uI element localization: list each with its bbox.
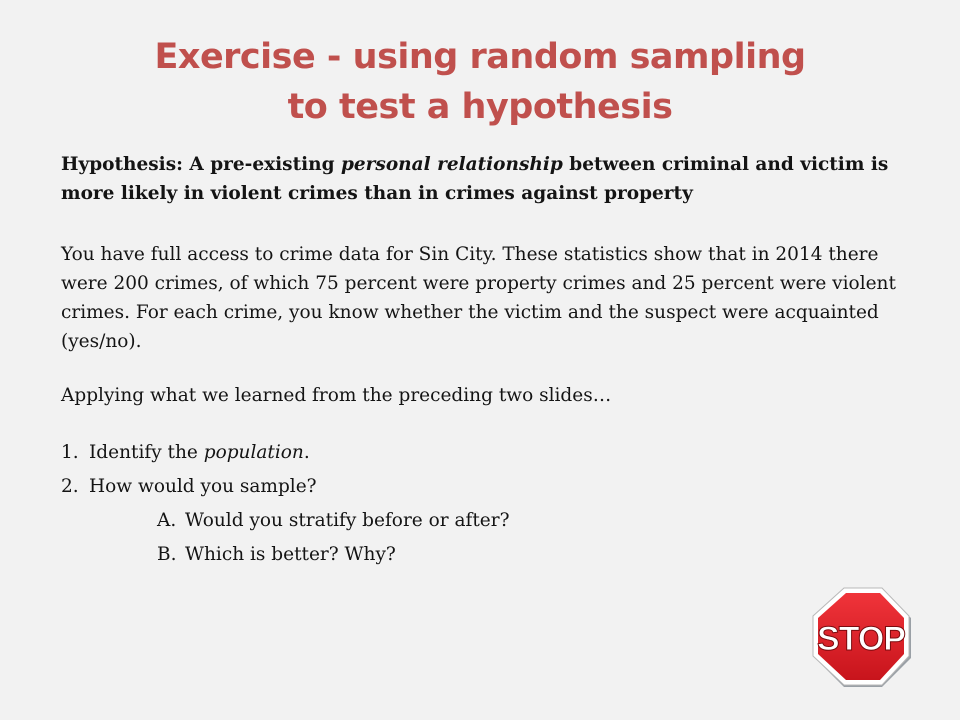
crime-data-paragraph: You have full access to crime data for Sin City. These statistics show that in 2014 there were 200 crimes, of which 75 percent were property crimes and 25 percent were violent crimes. For each crime, you know whether the victim and the suspect were acquainted (yes/no). (61, 244, 896, 352)
stop-sign-text: STOP (817, 620, 905, 658)
list-item-text: How would you sample? (89, 476, 317, 497)
question-list (61, 436, 921, 572)
hypothesis-prefix: Hypothesis: A pre-existing (61, 154, 341, 175)
sublist-marker: B. (157, 544, 177, 565)
sublist-marker: A. (157, 510, 177, 531)
hypothesis-emphasis: personal relationship (340, 154, 563, 175)
slide-title (0, 32, 960, 132)
hypothesis-suffix: between criminal and victim is more likely in violent crimes than in crimes against property (61, 154, 889, 204)
sublist-item (61, 538, 921, 572)
stop-sign-icon (810, 586, 916, 692)
sublist-item-text: Would you stratify before or after? (185, 510, 510, 531)
population-emphasis: population (203, 442, 304, 463)
apply-paragraph: Applying what we learned from the preceding two slides… (61, 385, 612, 406)
sublist-item (61, 504, 921, 538)
list-item (61, 436, 921, 470)
list-item-prefix: Identify the (89, 442, 204, 463)
slide-title-line-2: to test a hypothesis (287, 87, 673, 127)
hypothesis-statement (61, 150, 921, 208)
slide-body (61, 150, 921, 572)
list-marker: 2. (61, 476, 79, 497)
list-item-text (89, 436, 310, 470)
sublist-item-text: Which is better? Why? (185, 544, 396, 565)
slide-title-line-1: Exercise - using random sampling (154, 37, 806, 77)
list-item-suffix: . (303, 442, 310, 463)
list-marker: 1. (61, 442, 79, 463)
list-item (61, 470, 921, 504)
